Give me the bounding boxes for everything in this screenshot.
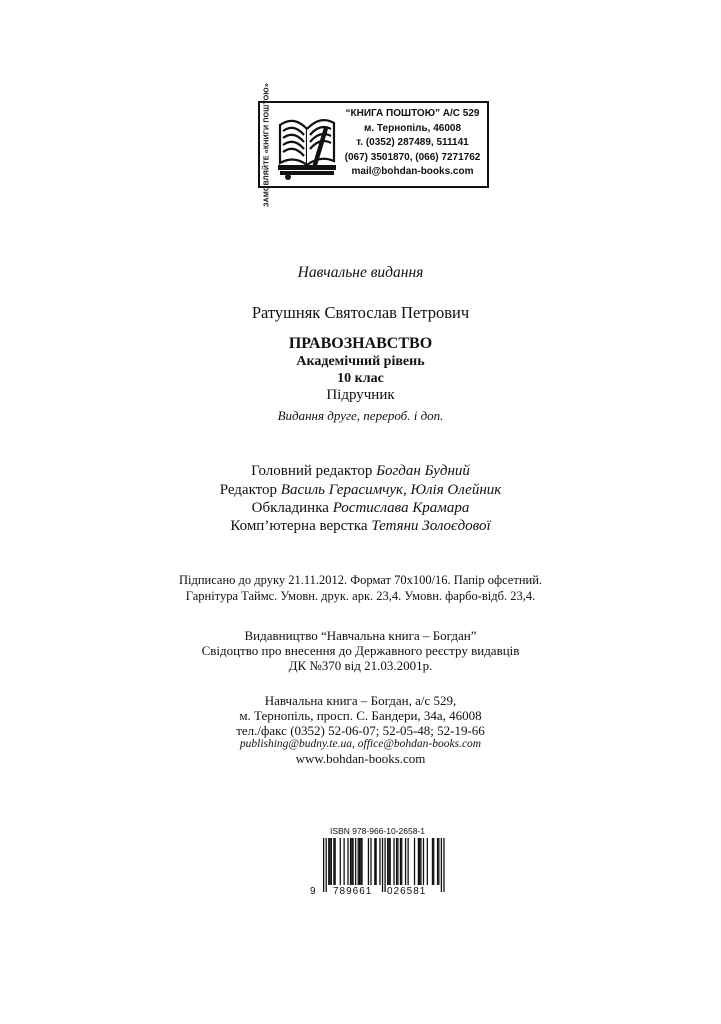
credit-editor (0, 482, 721, 499)
barcode-digits-right: 026581 (387, 886, 427, 897)
barcode-bar (387, 838, 388, 885)
author-name: Ратушняк Святослав Петрович (251, 303, 470, 322)
barcode-bar (420, 838, 421, 885)
barcode-bar (419, 838, 420, 885)
address-line: тел./факс (0352) 52-06-07; 52-05-48; 52-19-66 (236, 723, 485, 738)
barcode-bar (432, 838, 433, 885)
barcode-bar (329, 838, 330, 885)
barcode-bar (343, 838, 344, 885)
credit-role: Обкладинка (251, 500, 333, 516)
barcode-bar (418, 838, 419, 885)
stamp-line: (067) 3501870, (066) 7271762 (344, 151, 481, 163)
stamp-side-text: ЗАМОВЛЯЙТЕ «КНИГИ ПОШТОЮ» (263, 83, 271, 207)
credit-role: Головний редактор (251, 463, 377, 479)
credit-role: Комп’ютерна верстка (230, 518, 372, 534)
isbn-number: ISBN 978-966-10-2658-1 (330, 826, 425, 836)
barcode-bar (335, 838, 336, 885)
credit-name: Ростислава Крамара (332, 500, 470, 516)
barcode-lead-digit: 9 (310, 886, 317, 897)
stamp-contacts (338, 107, 487, 180)
barcode-guard-bar (382, 838, 383, 892)
address-website: www.bohdan-books.com (295, 751, 426, 766)
barcode-bar (361, 838, 362, 885)
isbn-barcode (310, 826, 445, 902)
address-emails: publishing@budny.te.ua, office@bohdan-books.com (239, 738, 482, 750)
barcode-bar (390, 838, 391, 885)
barcode-bar (347, 838, 348, 885)
credit-name: Василь Герасимчук, Юлія Олейник (280, 482, 502, 498)
barcode-bar (397, 838, 398, 885)
edition-type: Навчальне видання (297, 264, 424, 281)
barcode-bar (407, 838, 408, 885)
credit-role: Редактор (219, 482, 281, 498)
credit-layout (0, 518, 721, 535)
credit-name: Тетяни Золоєдової (371, 518, 491, 534)
barcode-bar (358, 838, 359, 885)
barcode-bar (350, 838, 351, 885)
address-line: м. Тернопіль, просп. С. Бандери, 34а, 46008 (239, 708, 482, 723)
barcode-bar (437, 838, 438, 885)
barcode-bar (379, 838, 380, 885)
barcode-bar (355, 838, 356, 885)
edition-note: Видання друге, перероб. і доп. (277, 408, 444, 423)
barcode-bar (405, 838, 406, 885)
barcode-bar (328, 838, 329, 885)
grade: 10 клас (337, 371, 384, 386)
barcode-bar (333, 838, 334, 885)
barcode-bar (423, 838, 424, 885)
barcode-digits-left: 789661 (333, 886, 373, 897)
barcode-bar (351, 838, 352, 885)
barcode-guard-bar (326, 838, 327, 892)
barcode-guard-bar (323, 838, 324, 892)
barcode-bar (400, 838, 401, 885)
barcode-bar (352, 838, 353, 885)
academic-level: Академічний рівень (296, 354, 425, 369)
barcode-bar (375, 838, 376, 885)
book-title: ПРАВОЗНАВСТВО (288, 335, 433, 352)
barcode-guard-bar (443, 838, 444, 892)
publisher-line: Видавництво “Навчальна книга – Богдан” (244, 628, 477, 643)
barcode-bar (331, 838, 332, 885)
barcode-bar (427, 838, 428, 885)
print-info-line: Підписано до друку 21.11.2012. Формат 70х100/16. Папір офсетний. (178, 573, 543, 587)
open-book-icon (274, 107, 342, 183)
barcode-bar (401, 838, 402, 885)
stamp-side-label (260, 83, 273, 207)
barcode-bar (438, 838, 439, 885)
barcode-bar (370, 838, 371, 885)
barcode-bar (433, 838, 434, 885)
print-info-line: Гарнітура Таймс. Умовн. друк. арк. 23,4. Умовн. фарбо-відб. 23,4. (185, 589, 536, 603)
publisher-line: Свідоцтво про внесення до Державного реєстру видавців (201, 643, 520, 658)
address-line: Навчальна книга – Богдан, а/с 529, (264, 693, 457, 708)
mail-order-stamp (258, 83, 489, 207)
barcode-guard-bar (384, 838, 385, 892)
barcode-bar (414, 838, 415, 885)
barcode-bar (396, 838, 397, 885)
barcode-bar (368, 838, 369, 885)
barcode-guard-bar (441, 838, 442, 892)
barcode-bar (340, 838, 341, 885)
book-type: Підручник (326, 387, 395, 403)
stamp-line: т. (0352) 287489, 511141 (356, 137, 469, 148)
barcode-bar (359, 838, 360, 885)
barcode-bar (388, 838, 389, 885)
barcode-bar (360, 838, 361, 885)
credit-chief-editor (0, 463, 721, 480)
stamp-line: mail@bohdan-books.com (351, 166, 474, 177)
credit-cover (0, 500, 721, 517)
stamp-line: “КНИГА ПОШТОЮ” А/С 529 (345, 108, 480, 119)
credit-name: Богдан Будний (376, 463, 470, 479)
stamp-line: м. Тернопіль, 46008 (363, 122, 462, 134)
barcode-bar (374, 838, 375, 885)
barcode-bar (393, 838, 394, 885)
publisher-line: ДК №370 від 21.03.2001р. (288, 658, 433, 673)
